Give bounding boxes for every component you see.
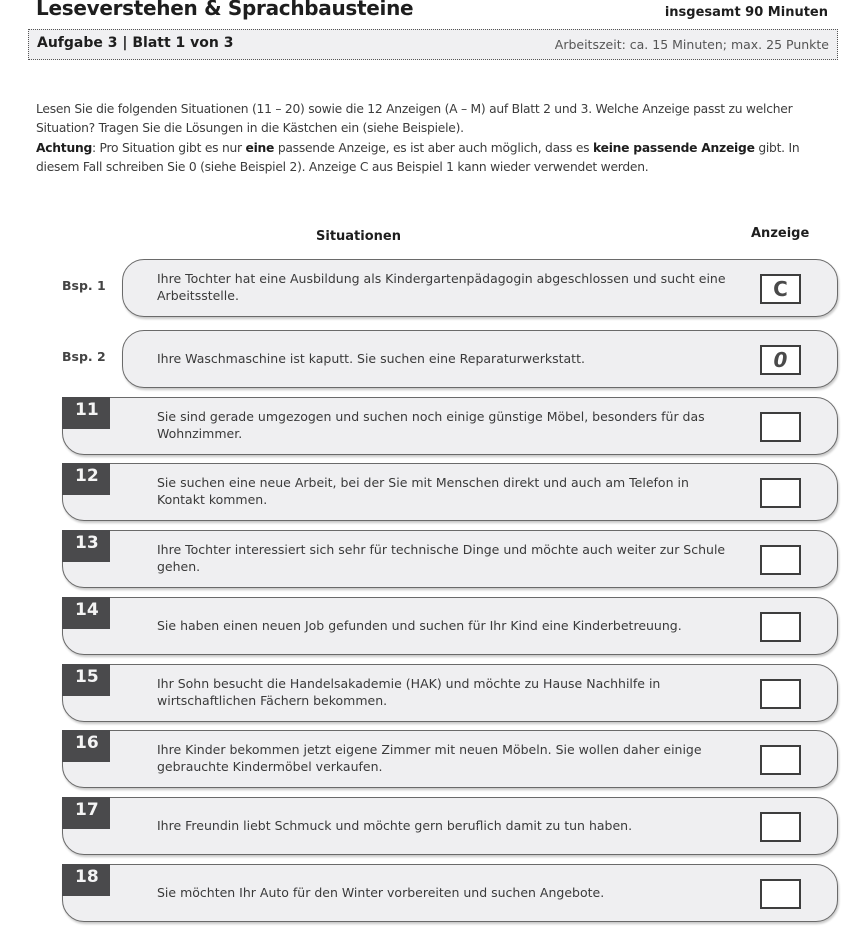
situation-text: Ihr Sohn besucht die Handelsakademie (HAK) und möchte zu Hause Nachhilfe in wirtschaftlichen Fächern bekommen.: [157, 676, 661, 708]
situation-text: Ihre Tochter hat eine Ausbildung als Kindergartenpädagogin abgeschlossen und sucht eine Arbeitsstelle.: [157, 271, 726, 303]
example-label: Bsp. 2: [62, 349, 106, 364]
achtung-label: Achtung: [36, 141, 92, 155]
answer-input[interactable]: [760, 478, 801, 508]
achtung-note: [36, 139, 842, 177]
situation-text: Sie sind gerade umgezogen und suchen noch einige günstige Möbel, besonders für das Wohnzimmer.: [157, 409, 705, 441]
answer-input[interactable]: [760, 412, 801, 442]
achtung-emphasis: keine passende Anzeige: [593, 141, 755, 155]
answer-input[interactable]: [760, 812, 801, 842]
example-row: [62, 259, 838, 317]
situation-number: 18: [62, 864, 110, 896]
achtung-text: : Pro Situation gibt es nur: [92, 141, 246, 155]
situation-text: Sie suchen eine neue Arbeit, bei der Sie mit Menschen direkt und auch am Telefon in Kontakt kommen.: [157, 475, 689, 507]
example-row: [62, 330, 838, 388]
situation-text: Ihre Waschmaschine ist kaputt. Sie suchen eine Reparaturwerkstatt.: [157, 351, 585, 366]
situation-text: Sie haben einen neuen Job gefunden und suchen für Ihr Kind eine Kinderbetreuung.: [157, 618, 682, 633]
answer-input[interactable]: [760, 879, 801, 909]
situation-row: [62, 664, 838, 722]
achtung-text: gibt. In diesem Fall schreiben Sie 0 (siehe Beispiel 2). Anzeige C aus Beispiel 1 kann wieder verwendet werden.: [36, 141, 800, 174]
answer-input[interactable]: [760, 545, 801, 575]
situation-row: [62, 797, 838, 855]
task-label: Aufgabe 3 | Blatt 1 von 3: [37, 35, 234, 51]
situation-row: [62, 397, 838, 455]
situation-row: [62, 530, 838, 588]
situation-number: 15: [62, 664, 110, 696]
task-header-box: [28, 29, 838, 60]
situation-number: 16: [62, 730, 110, 762]
answer-box: 0: [760, 345, 801, 375]
situation-text: Ihre Freundin liebt Schmuck und möchte gern beruflich damit zu tun haben.: [157, 818, 633, 833]
column-header-ad: Anzeige: [751, 226, 810, 241]
situation-number: 11: [62, 397, 110, 429]
situation-row: [62, 864, 838, 922]
answer-input[interactable]: [760, 612, 801, 642]
answer-input[interactable]: [760, 745, 801, 775]
situation-number: 12: [62, 463, 110, 495]
achtung-text: passende Anzeige, es ist aber auch möglich, dass es: [274, 141, 593, 155]
example-label: Bsp. 1: [62, 278, 106, 293]
answer-input[interactable]: [760, 679, 801, 709]
situation-number: 13: [62, 530, 110, 562]
instructions-line: Lesen Sie die folgenden Situationen (11 – 20) sowie die 12 Anzeigen (A – M) auf Blatt 2 und 3. Welche Anzeige passt zu welcher Situation? Tragen Sie die Lösungen in die Kästchen ein (siehe Beispiele).: [36, 102, 793, 135]
situation-text: Sie möchten Ihr Auto für den Winter vorbereiten und suchen Angebote.: [157, 885, 605, 900]
situation-text: Ihre Kinder bekommen jetzt eigene Zimmer mit neuen Möbeln. Sie wollen daher einige gebrauchte Kindermöbel verkaufen.: [157, 742, 702, 774]
page-title: Leseverstehen & Sprachbausteine: [36, 0, 414, 20]
situation-row: [62, 597, 838, 655]
total-time: insgesamt 90 Minuten: [664, 5, 828, 20]
situation-row: [62, 730, 838, 788]
situation-text: Ihre Tochter interessiert sich sehr für technische Dinge und möchte auch weiter zur Schule gehen.: [157, 542, 726, 574]
situation-row: [62, 463, 838, 521]
instructions: [36, 100, 842, 178]
situation-number: 17: [62, 797, 110, 829]
answer-box: C: [760, 274, 801, 304]
achtung-emphasis: eine: [245, 141, 275, 155]
situation-number: 14: [62, 597, 110, 629]
column-header-situations: Situationen: [316, 229, 401, 244]
task-meta: Arbeitszeit: ca. 15 Minuten; max. 25 Punkte: [554, 37, 829, 52]
